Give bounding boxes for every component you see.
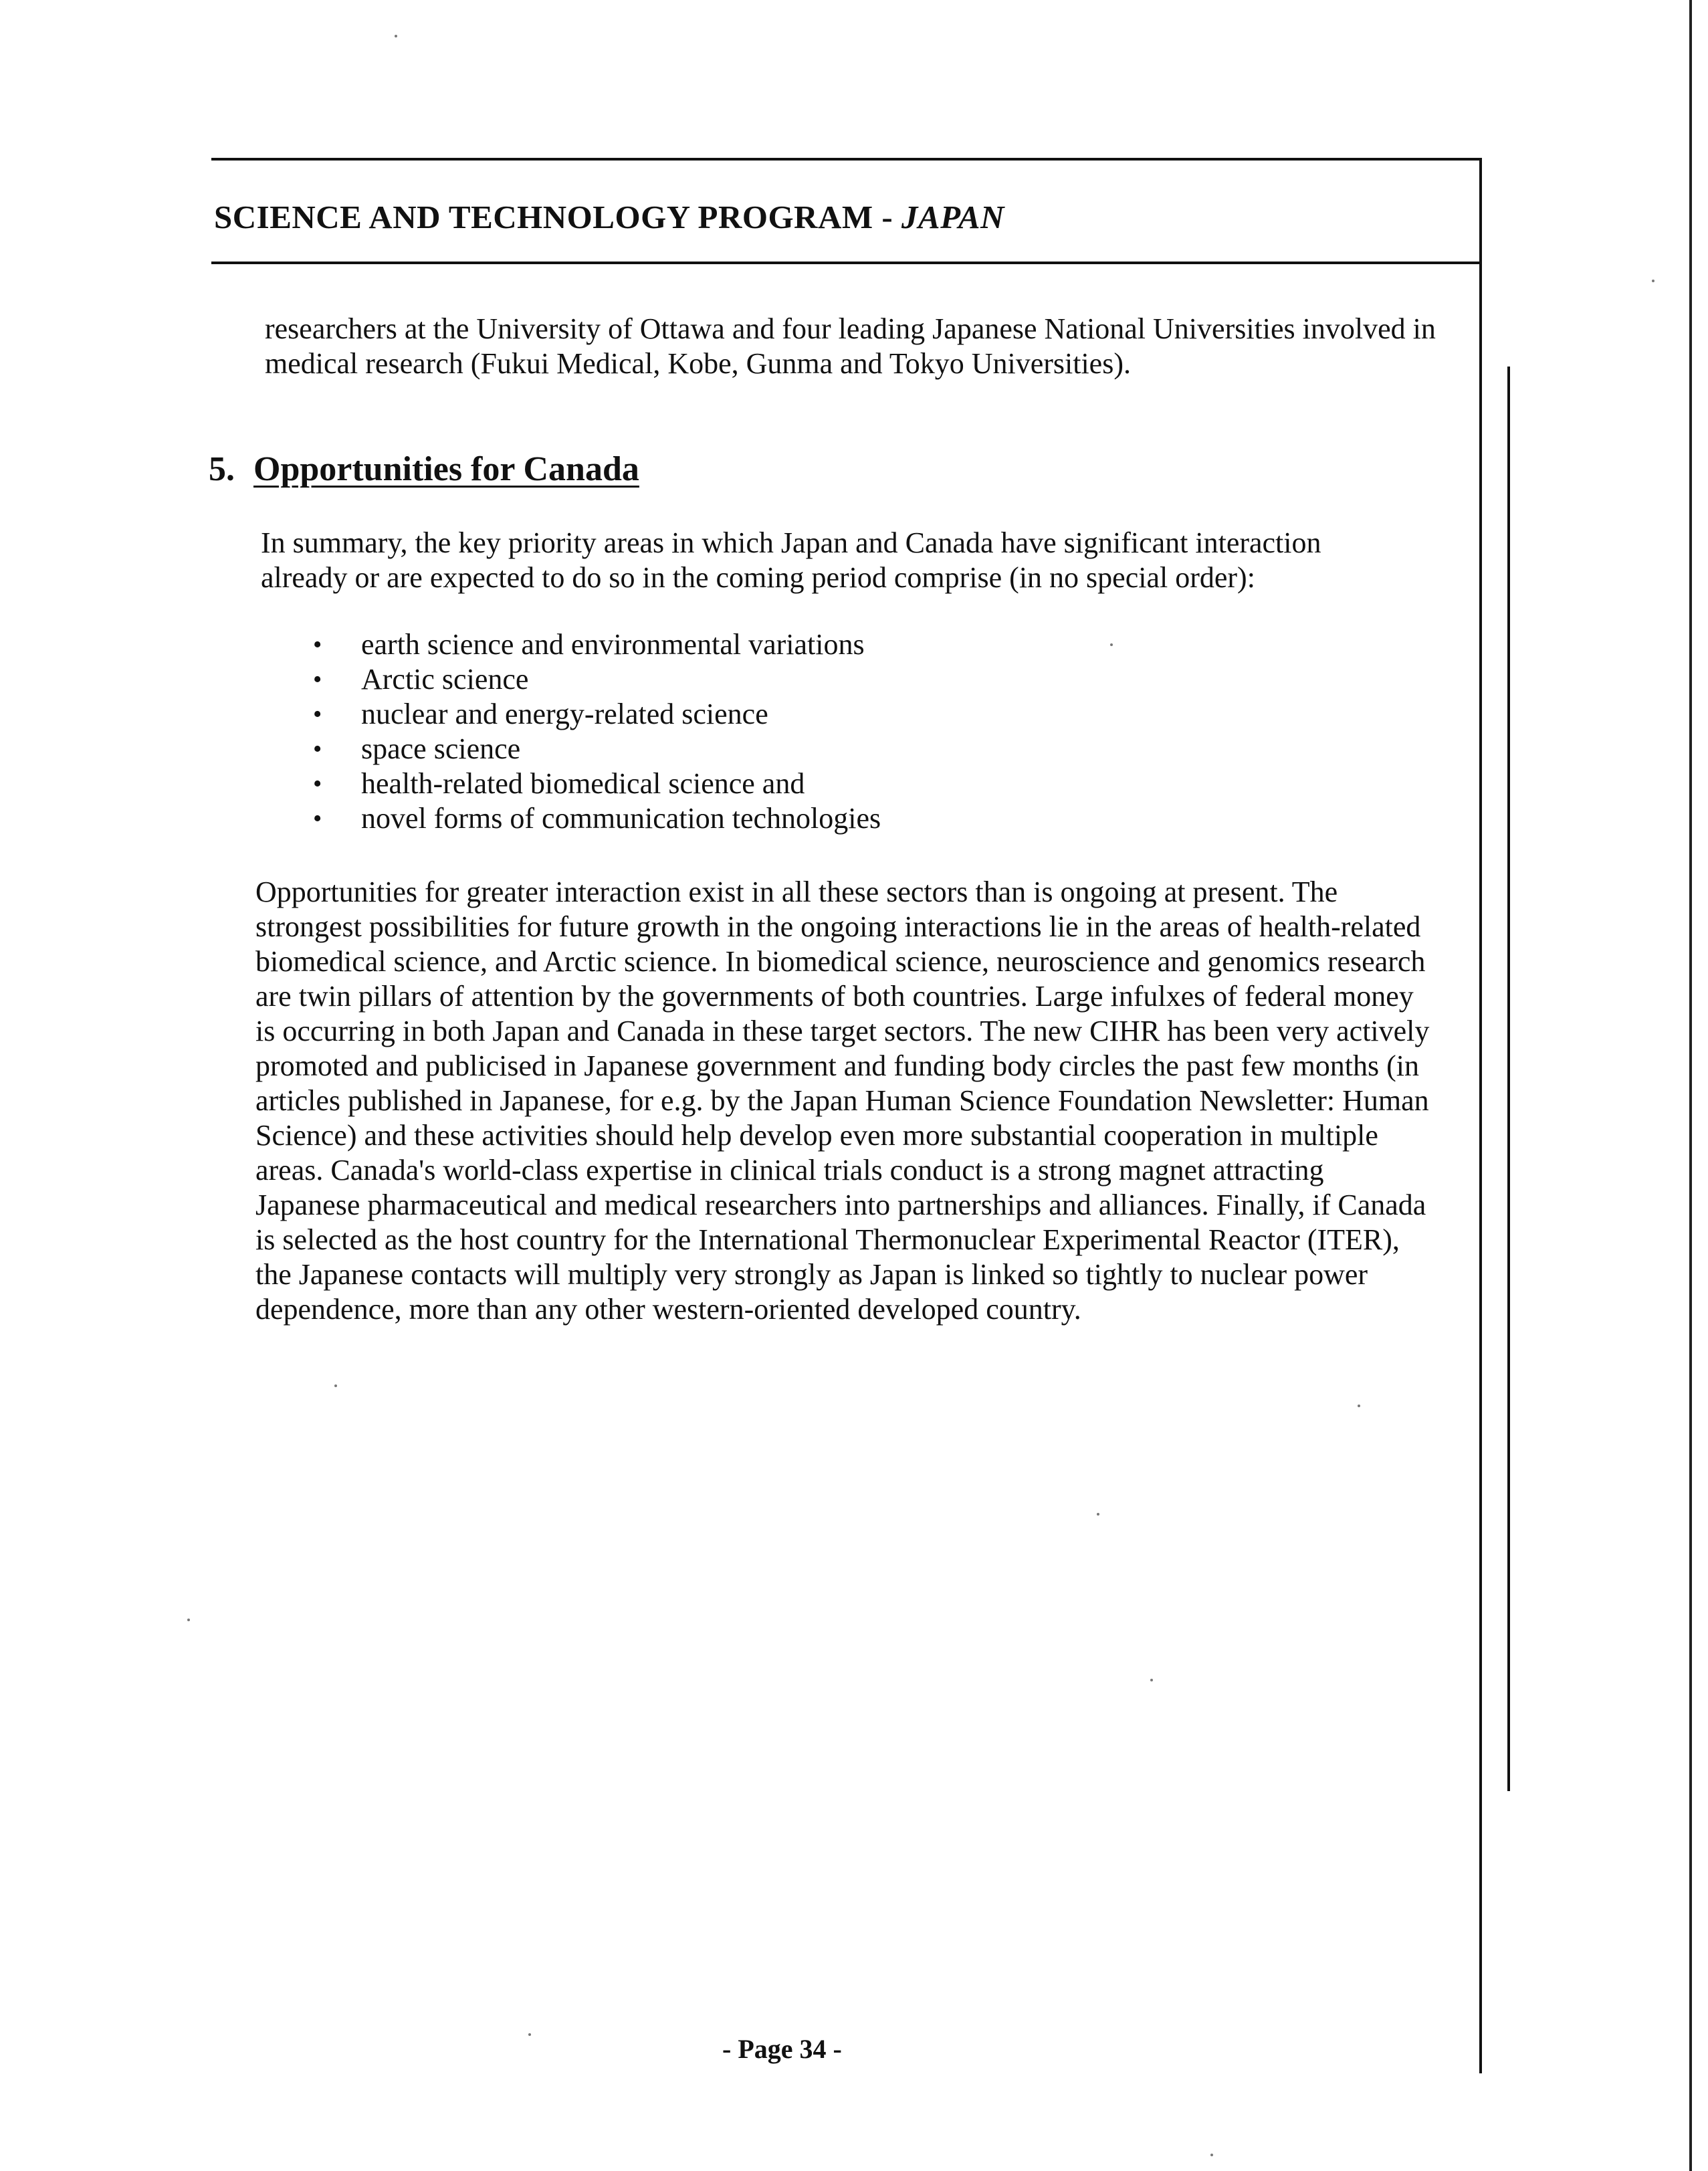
list-item: [308, 662, 881, 697]
bullet-icon: •: [313, 631, 322, 659]
header-title: SCIENCE AND TECHNOLOGY PROGRAM -: [214, 199, 901, 235]
scan-speck: [528, 2033, 531, 2036]
scan-speck: [1652, 280, 1654, 282]
scan-edge-line: [1689, 0, 1692, 2171]
scan-speck: [1097, 1513, 1099, 1516]
scan-speck: [1358, 1405, 1360, 1407]
body-paragraph: Opportunities for greater interaction exist in all these sectors than is ongoing at present. The strongest possibilities for future growth in the ongoing interactions lie in the areas of health-related biomedical science, and Arctic science. In biomedical science, neuroscience and genomics research are twin pillars of attention by the governments of both countries. Large infulxes of federal money is occurring in both Japan and Canada in these target sectors. The new CIHR has been very actively promoted and publicised in Japanese government and funding body circles the past few months (in articles published in Japanese, for e.g. by the Japan Human Science Foundation Newsletter: Human Science) and these activities should help develop even more substantial cooperation in multiple areas. Canada's world-class expertise in clinical trials conduct is a strong magnet attracting Japanese pharmaceutical and medical researchers into partnerships and alliances. Finally, if Canada is selected as the host country for the International Thermonuclear Experimental Reactor (ITER), the Japanese contacts will multiply very strongly as Japan is linked so tightly to nuclear power dependence, more than any other western-oriented developed country.: [255, 875, 1430, 1326]
margin-bar: [1507, 367, 1510, 1791]
header-bottom-rule: [211, 262, 1482, 264]
continuation-paragraph: researchers at the University of Ottawa and four leading Japanese National Universities involved in medical research (Fukui Medical, Kobe, Gunma and Tokyo Universities).: [265, 312, 1436, 380]
list-item: [308, 732, 881, 766]
bullet-icon: •: [313, 700, 322, 728]
frame-top-rule: [211, 158, 1482, 161]
scan-speck: [395, 35, 397, 37]
list-item: [308, 766, 881, 801]
list-item: [308, 627, 881, 662]
scan-speck: [1210, 2154, 1213, 2156]
scan-speck: [187, 1619, 190, 1621]
list-item-text: earth science and environmental variations: [361, 628, 865, 661]
list-item-text: nuclear and energy-related science: [361, 698, 768, 730]
list-item: [308, 801, 881, 836]
section-number: 5.: [209, 450, 235, 488]
bullet-icon: •: [313, 665, 322, 694]
list-item-text: health-related biomedical science and: [361, 767, 805, 800]
page-number: - Page 34 -: [722, 2034, 842, 2064]
scan-speck: [1110, 643, 1113, 646]
scan-speck: [1150, 1679, 1153, 1681]
list-item-text: novel forms of communication technologies: [361, 802, 881, 835]
bullet-icon: •: [313, 770, 322, 798]
page-header: [214, 198, 1004, 236]
bullet-icon: •: [313, 735, 322, 763]
header-country: JAPAN: [901, 199, 1004, 235]
intro-paragraph: In summary, the key priority areas in which Japan and Canada have significant interaction already or are expected to do so in the coming period comprise (in no special order):: [261, 526, 1321, 594]
list-item: [308, 697, 881, 732]
list-item-text: Arctic science: [361, 663, 529, 696]
bullet-icon: •: [313, 805, 322, 833]
section-heading: [209, 449, 639, 489]
priority-list: [308, 627, 881, 836]
section-title: Opportunities for Canada: [253, 450, 639, 488]
scan-speck: [334, 1384, 337, 1387]
list-item-text: space science: [361, 732, 521, 765]
frame-right-rule: [1479, 158, 1482, 2073]
